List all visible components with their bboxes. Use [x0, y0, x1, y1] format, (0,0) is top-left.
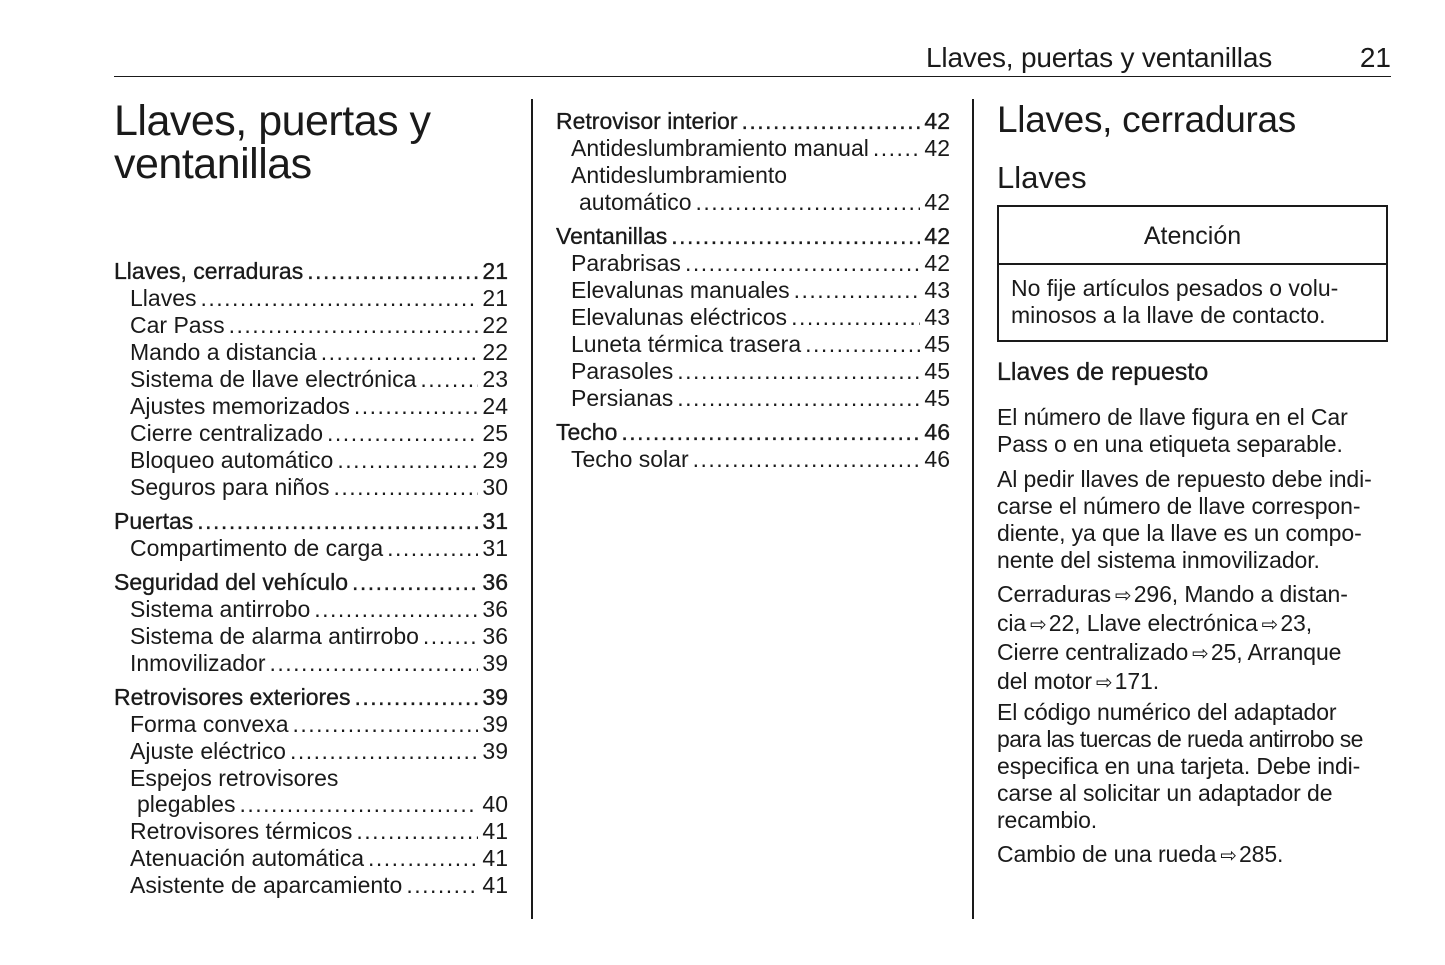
toc-leader: [307, 258, 478, 285]
toc-entry-antideslumbramiento-automatico[interactable]: automático ..... 42: [579, 189, 950, 216]
toc-entry-persianas[interactable]: Persianas ..... 45: [571, 385, 950, 412]
minor-heading: Llaves de repuesto: [997, 358, 1209, 386]
page-ref-link[interactable]: 22, Llave electrónica: [1048, 610, 1258, 636]
page-ref-arrow-icon: ⇨: [1220, 845, 1237, 867]
toc-leader: [327, 420, 478, 447]
toc-leader: [354, 684, 478, 711]
toc-leader: [677, 358, 920, 385]
paragraph-wheel-change: Cambio de una rueda ⇨285.: [997, 841, 1393, 870]
toc-leader: [805, 331, 920, 358]
notice-heading: Atención: [999, 207, 1386, 265]
toc-entry-mando-a-distancia[interactable]: Mando a distancia ..... 22: [130, 339, 508, 366]
toc-entry-techo-solar[interactable]: Techo solar ..... 46: [571, 446, 950, 473]
toc-entry-sistema-antirrobo[interactable]: Sistema antirrobo ..... 36: [130, 596, 508, 623]
toc-leader: [794, 277, 921, 304]
column-divider: [972, 99, 974, 919]
page-ref-arrow-icon: ⇨: [1115, 585, 1132, 607]
page-ref-link[interactable]: 285.: [1238, 841, 1284, 867]
toc-leader: [314, 596, 478, 623]
page-number: 21: [1359, 42, 1391, 73]
toc-entry-ajustes-memorizados[interactable]: Ajustes memorizados ..... 24: [130, 393, 508, 420]
toc-leader: [671, 223, 920, 250]
toc-leader: [290, 738, 478, 765]
toc-entry-retrovisores-termicos[interactable]: Retrovisores térmicos ..... 41: [130, 818, 508, 845]
page-ref-arrow-icon: ⇨: [1095, 672, 1113, 694]
toc-leader: [406, 872, 478, 899]
toc-leader: [293, 711, 479, 738]
toc-leader: [239, 791, 478, 818]
toc-entry-retrovisor-interior[interactable]: Retrovisor interior ..... 42: [556, 108, 950, 135]
page-ref-arrow-icon: ⇨: [1030, 614, 1047, 636]
toc-entry-forma-convexa[interactable]: Forma convexa ..... 39: [130, 711, 508, 738]
page-ref-arrow-icon: ⇨: [1192, 643, 1209, 665]
paragraph-cross-references: Cerraduras ⇨296, Mando a distan- cia ⇨22, Llave electrónica ⇨23, Cierre centralizado ⇨25, Arranque del motor ⇨171.: [997, 581, 1393, 697]
toc-leader: [423, 623, 478, 650]
toc-entry-antideslumbramiento-manual[interactable]: Antideslumbramiento manual ..... 42: [571, 135, 950, 162]
toc-leader: [693, 446, 921, 473]
toc-entry-llaves[interactable]: Llaves ..... 21: [130, 285, 508, 312]
toc-leader: [200, 285, 478, 312]
toc-entry-ajuste-electrico[interactable]: Ajuste eléctrico ..... 39: [130, 738, 508, 765]
chapter-title: Llaves, puertas y ventanillas: [114, 97, 431, 188]
toc-entry-espejos-plegables-line1[interactable]: Espejos retrovisores: [130, 765, 339, 791]
toc-entry-elevalunas-manuales[interactable]: Elevalunas manuales ..... 43: [571, 277, 950, 304]
paragraph-spare-keys: Al pedir llaves de repuesto debe indi- carse el número de llave correspon- diente, ya que la llave es un compo- nente del sistema inmovilizador.: [997, 466, 1372, 573]
page-ref-link[interactable]: 25, Arranque: [1210, 639, 1342, 665]
toc-leader: [321, 339, 479, 366]
page-ref-arrow-icon: ⇨: [1261, 614, 1279, 636]
toc-leader: [685, 250, 920, 277]
subsection-title: Llaves: [997, 160, 1087, 195]
toc-entry-parasoles[interactable]: Parasoles ..... 45: [571, 358, 950, 385]
toc-leader: [742, 108, 921, 135]
toc-leader: [197, 508, 478, 535]
toc-entry-atenuacion-automatica[interactable]: Atenuación automática ..... 41: [130, 845, 508, 872]
running-title: Llaves, puertas y ventanillas: [926, 42, 1272, 73]
attention-notice: [997, 205, 1388, 342]
toc-entry-compartimento-carga[interactable]: Compartimento de carga ..... 31: [130, 535, 508, 562]
toc-entry-puertas[interactable]: Puertas ..... 31: [114, 508, 508, 535]
toc-leader: [368, 845, 478, 872]
paragraph-key-number: El número de llave figura en el Car Pass o en una etiqueta separable.: [997, 404, 1348, 457]
toc-leader: [621, 419, 920, 446]
toc-leader: [420, 366, 478, 393]
notice-body: No fije artículos pesados o volu- minosos a la llave de contacto.: [1011, 275, 1339, 328]
toc-leader: [229, 312, 479, 339]
section-title: Llaves, cerraduras: [997, 99, 1296, 140]
toc-entry-asistente-aparcamiento[interactable]: Asistente de aparcamiento ..... 41: [130, 872, 508, 899]
toc-entry-car-pass[interactable]: Car Pass ..... 22: [130, 312, 508, 339]
toc-leader: [337, 447, 478, 474]
toc-entry-retrovisores-exteriores[interactable]: Retrovisores exteriores ..... 39: [114, 684, 508, 711]
toc-entry-llaves-cerraduras[interactable]: Llaves, cerraduras ..... 21: [114, 258, 508, 285]
toc-entry-ventanillas[interactable]: Ventanillas ..... 42: [556, 223, 950, 250]
toc-leader: [354, 393, 479, 420]
paragraph-wheel-lock-adapter: El código numérico del adaptador para las tuercas de rueda antirrobo se especifica en una tarjeta. Debe indi- carse al solicitar un adaptador de recambio.: [997, 699, 1363, 833]
page-ref-link[interactable]: 171.: [1114, 668, 1160, 694]
column-divider: [531, 99, 533, 919]
toc-leader: [677, 385, 920, 412]
toc-entry-alarma-antirrobo[interactable]: Sistema de alarma antirrobo ..... 36: [130, 623, 508, 650]
toc-entry-inmovilizador[interactable]: Inmovilizador ..... 39: [130, 650, 508, 677]
toc-entry-seguros-ninos[interactable]: Seguros para niños ..... 30: [130, 474, 508, 501]
toc-entry-luneta-termica[interactable]: Luneta térmica trasera ..... 45: [571, 331, 950, 358]
toc-leader: [791, 304, 920, 331]
toc-entry-espejos-plegables[interactable]: plegables ..... 40: [137, 791, 508, 818]
toc-leader: [356, 818, 478, 845]
toc-leader: [387, 535, 478, 562]
page-ref-link[interactable]: 296, Mando a distan-: [1133, 581, 1348, 607]
toc-leader: [270, 650, 479, 677]
toc-entry-bloqueo-automatico[interactable]: Bloqueo automático ..... 29: [130, 447, 508, 474]
running-header: [114, 40, 1391, 77]
toc-leader: [352, 569, 478, 596]
toc-entry-seguridad-vehiculo[interactable]: Seguridad del vehículo ..... 36: [114, 569, 508, 596]
page-ref-link[interactable]: 23,: [1280, 610, 1313, 636]
toc-entry-cierre-centralizado[interactable]: Cierre centralizado ..... 25: [130, 420, 508, 447]
toc-entry-techo[interactable]: Techo ..... 46: [556, 419, 950, 446]
toc-entry-antideslumbramiento-auto-line1[interactable]: Antideslumbramiento: [571, 162, 788, 188]
toc-leader: [873, 135, 921, 162]
toc-entry-elevalunas-electricos[interactable]: Elevalunas eléctricos ..... 43: [571, 304, 950, 331]
toc-leader: [333, 474, 478, 501]
toc-entry-llave-electronica[interactable]: Sistema de llave electrónica ..... 23: [130, 366, 508, 393]
toc-leader: [696, 189, 921, 216]
toc-entry-parabrisas[interactable]: Parabrisas ..... 42: [571, 250, 950, 277]
